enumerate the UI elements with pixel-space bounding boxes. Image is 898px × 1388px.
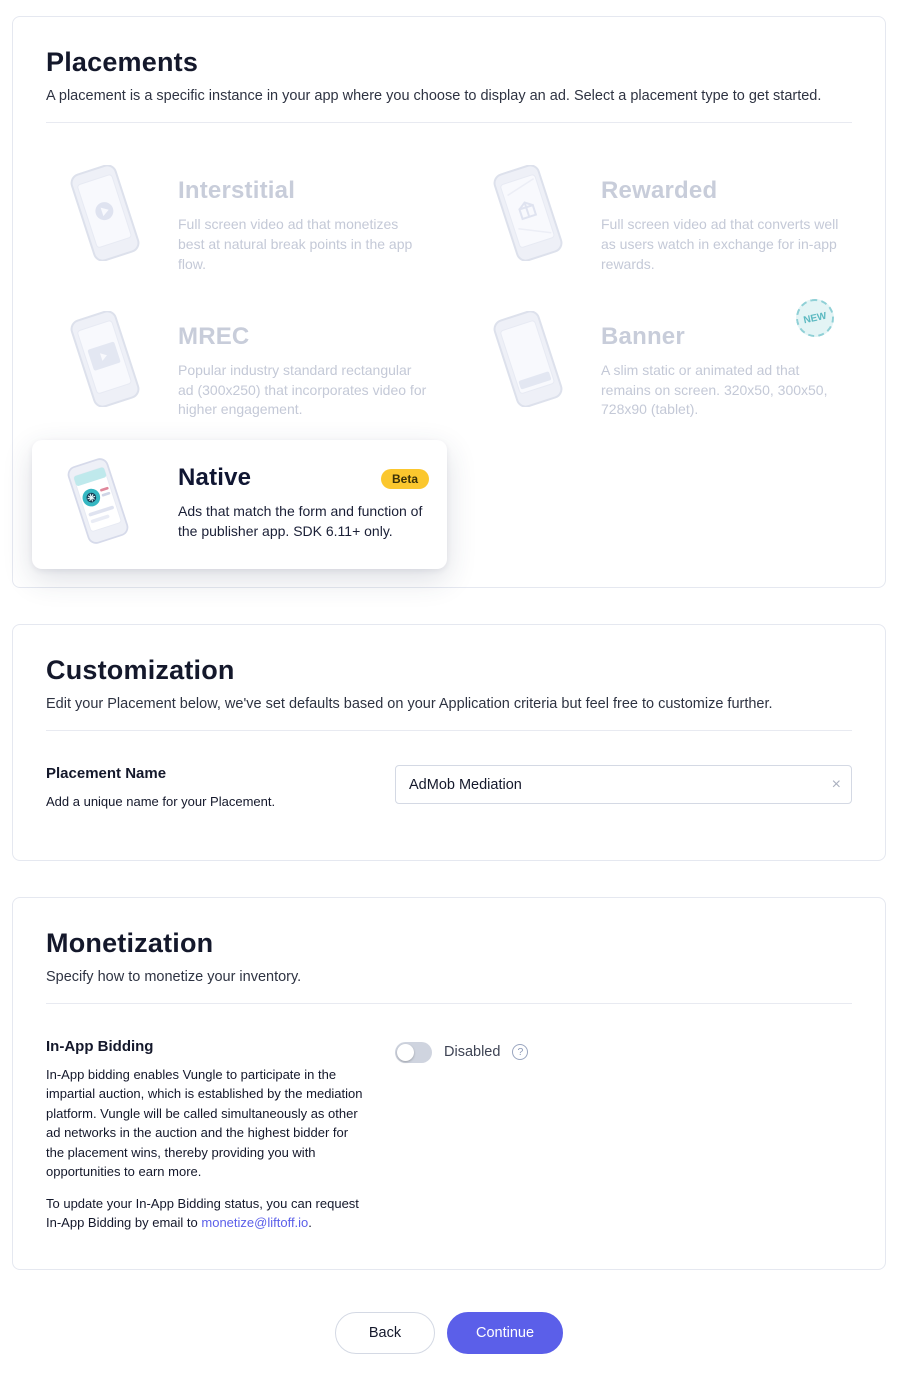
placements-subtitle: A placement is a specific instance in your app where you choose to display an ad. Select a placement type to get started. bbox=[46, 88, 822, 104]
placement-name: MREC bbox=[178, 322, 250, 350]
beta-badge: Beta bbox=[381, 469, 429, 489]
placement-name-row bbox=[46, 765, 852, 824]
placement-name: Banner bbox=[601, 322, 685, 350]
placement-name: Interstitial bbox=[178, 177, 296, 204]
in-app-bidding-toggle[interactable] bbox=[395, 1042, 432, 1063]
monetization-card bbox=[12, 897, 886, 1270]
placement-type-mrec[interactable] bbox=[46, 311, 429, 421]
back-button[interactable]: Back bbox=[335, 1312, 435, 1354]
placement-text bbox=[178, 165, 428, 275]
divider bbox=[46, 730, 852, 731]
new-badge: NEW bbox=[792, 295, 837, 340]
mrec-phone-icon bbox=[46, 311, 164, 412]
in-app-bidding-status: Disabled bbox=[444, 1044, 501, 1061]
placement-description: A slim static or animated ad that remains on screen. 320x50, 300x50, 728x90 (tablet). bbox=[601, 361, 828, 418]
native-phone-icon bbox=[46, 456, 164, 551]
in-app-bidding-update-text bbox=[46, 1194, 365, 1233]
placement-name: Rewarded bbox=[601, 177, 718, 204]
rewarded-phone-icon bbox=[469, 165, 587, 266]
placement-name-input[interactable] bbox=[395, 765, 852, 804]
monetization-subtitle: Specify how to monetize your inventory. bbox=[46, 968, 302, 985]
placement-type-banner[interactable] bbox=[469, 311, 852, 421]
placements-card bbox=[12, 16, 886, 588]
update-text: To update your In-App Bidding status, you can request In-App Bidding by email to bbox=[46, 1195, 359, 1231]
placement-text bbox=[178, 311, 428, 421]
placements-title: Placements bbox=[46, 47, 199, 77]
placement-type-native[interactable] bbox=[32, 440, 447, 569]
customization-subtitle: Edit your Placement below, we've set defaults based on your Application criteria but feel free to customize further. bbox=[46, 696, 773, 713]
placement-grid bbox=[46, 165, 852, 551]
placement-name: Native bbox=[178, 464, 252, 492]
in-app-bidding-description: In-App bidding enables Vungle to participate in the impartial auction, which is established by the mediation platform. Vungle will be called simultaneously as other ad networks in the auction and the highest bidder for the placement wins, thereby providing you with opportunities to earn more. bbox=[46, 1066, 363, 1180]
toggle-knob bbox=[397, 1044, 414, 1061]
help-icon[interactable]: ? bbox=[512, 1044, 528, 1060]
clear-input-icon[interactable]: × bbox=[831, 775, 841, 793]
period: . bbox=[308, 1215, 312, 1231]
placement-description: Popular industry standard rectangular ad (300x250) that incorporates video for higher engagement. bbox=[178, 361, 427, 418]
in-app-bidding-label-block bbox=[46, 1038, 395, 1233]
placement-name-help: Add a unique name for your Placement. bbox=[46, 794, 276, 810]
placement-type-interstitial[interactable] bbox=[46, 165, 429, 275]
monetize-email-link[interactable]: monetize@liftoff.io bbox=[201, 1215, 309, 1231]
divider bbox=[46, 1003, 852, 1004]
footer-actions bbox=[0, 1306, 898, 1388]
placement-text bbox=[178, 456, 429, 542]
placement-type-rewarded[interactable] bbox=[469, 165, 852, 275]
customization-title: Customization bbox=[46, 655, 235, 686]
placement-description: Full screen video ad that converts well as users watch in exchange for in-app rewards. bbox=[601, 216, 839, 272]
interstitial-phone-icon bbox=[46, 165, 164, 266]
placement-description: Ads that match the form and function of the publisher app. SDK 6.11+ only. bbox=[178, 503, 423, 540]
placement-description: Full screen video ad that monetizes best at natural break points in the app flow. bbox=[178, 216, 413, 272]
continue-button[interactable]: Continue bbox=[447, 1312, 563, 1354]
placement-text bbox=[601, 165, 851, 275]
divider bbox=[46, 122, 852, 123]
in-app-bidding-label: In-App Bidding bbox=[46, 1037, 154, 1055]
banner-phone-icon bbox=[469, 311, 587, 412]
in-app-bidding-row bbox=[46, 1038, 852, 1233]
customization-card bbox=[12, 624, 886, 861]
in-app-bidding-toggle-row bbox=[395, 1042, 852, 1063]
placement-name-label-block bbox=[46, 765, 395, 824]
placement-name-label: Placement Name bbox=[46, 765, 167, 783]
monetization-title: Monetization bbox=[46, 927, 214, 958]
